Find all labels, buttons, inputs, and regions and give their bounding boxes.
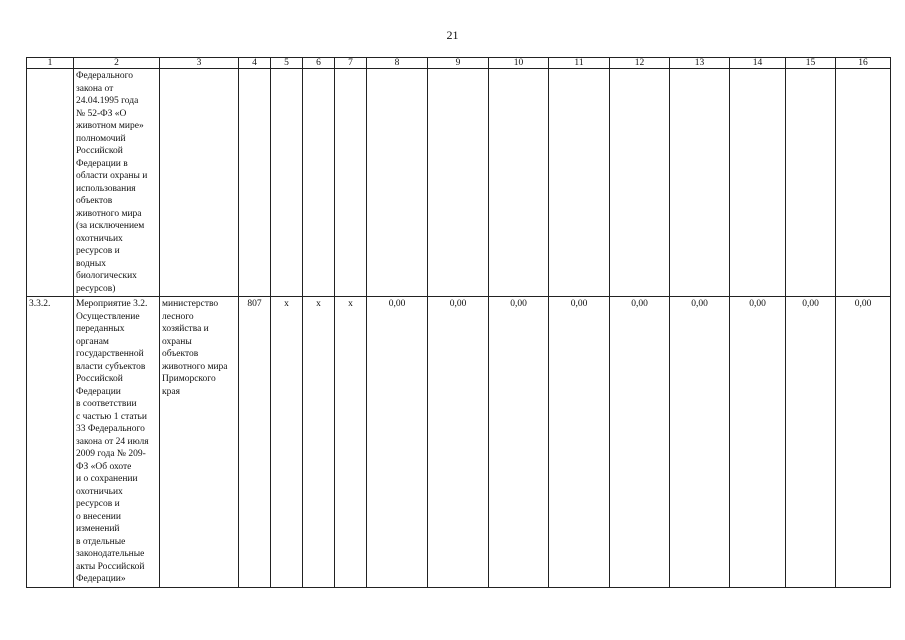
item-number <box>27 69 74 297</box>
column-header: 4 <box>239 58 271 69</box>
item-name: Федерального закона от 24.04.1995 года № 52-ФЗ «О животном мире» полномочий Российской Федерации в области охраны и использования объектов животного мира (за исключением охотничьих ресурсов и водных биологических ресурсов) <box>74 69 160 297</box>
column-number-row <box>27 58 891 69</box>
column-header: 9 <box>428 58 489 69</box>
column-header: 7 <box>335 58 367 69</box>
cell-12: 0,00 <box>610 297 670 588</box>
table-row <box>27 297 891 588</box>
cell-8: 0,00 <box>367 297 428 588</box>
cell-9 <box>428 69 489 297</box>
column-header: 6 <box>303 58 335 69</box>
cell-7: х <box>335 297 367 588</box>
cell-10: 0,00 <box>489 297 549 588</box>
executor <box>160 69 239 297</box>
column-header: 12 <box>610 58 670 69</box>
cell-11 <box>549 69 610 297</box>
column-header: 8 <box>367 58 428 69</box>
program-table <box>26 57 891 588</box>
column-header: 3 <box>160 58 239 69</box>
cell-6 <box>303 69 335 297</box>
cell-16 <box>836 69 891 297</box>
column-header: 10 <box>489 58 549 69</box>
cell-13 <box>670 69 730 297</box>
cell-14 <box>730 69 786 297</box>
cell-14: 0,00 <box>730 297 786 588</box>
cell-10 <box>489 69 549 297</box>
cell-5: х <box>271 297 303 588</box>
item-name: Мероприятие 3.2. Осуществление переданных органам государственной власти субъектов Российской Федерации в соответствии с частью 1 статьи 33 Федерального закона от 24 июля 2009 года № 209- ФЗ «Об охоте и о сохранении охотничьих ресурсов и о внесении изменений в отдельные законодательные акты Российской Федерации» <box>74 297 160 588</box>
column-header: 13 <box>670 58 730 69</box>
column-header: 11 <box>549 58 610 69</box>
column-header: 2 <box>74 58 160 69</box>
column-header: 14 <box>730 58 786 69</box>
cell-11: 0,00 <box>549 297 610 588</box>
column-header: 1 <box>27 58 74 69</box>
cell-grbs: 807 <box>239 297 271 588</box>
cell-9: 0,00 <box>428 297 489 588</box>
column-header: 15 <box>786 58 836 69</box>
cell-5 <box>271 69 303 297</box>
cell-15 <box>786 69 836 297</box>
column-header: 16 <box>836 58 891 69</box>
cell-7 <box>335 69 367 297</box>
cell-grbs <box>239 69 271 297</box>
cell-12 <box>610 69 670 297</box>
page-number: 21 <box>446 28 459 42</box>
executor: министерство лесного хозяйства и охраны объектов животного мира Приморского края <box>160 297 239 588</box>
cell-16: 0,00 <box>836 297 891 588</box>
cell-6: х <box>303 297 335 588</box>
cell-8 <box>367 69 428 297</box>
column-header: 5 <box>271 58 303 69</box>
item-number: 3.3.2. <box>27 297 74 588</box>
cell-13: 0,00 <box>670 297 730 588</box>
table-row <box>27 69 891 297</box>
cell-15: 0,00 <box>786 297 836 588</box>
